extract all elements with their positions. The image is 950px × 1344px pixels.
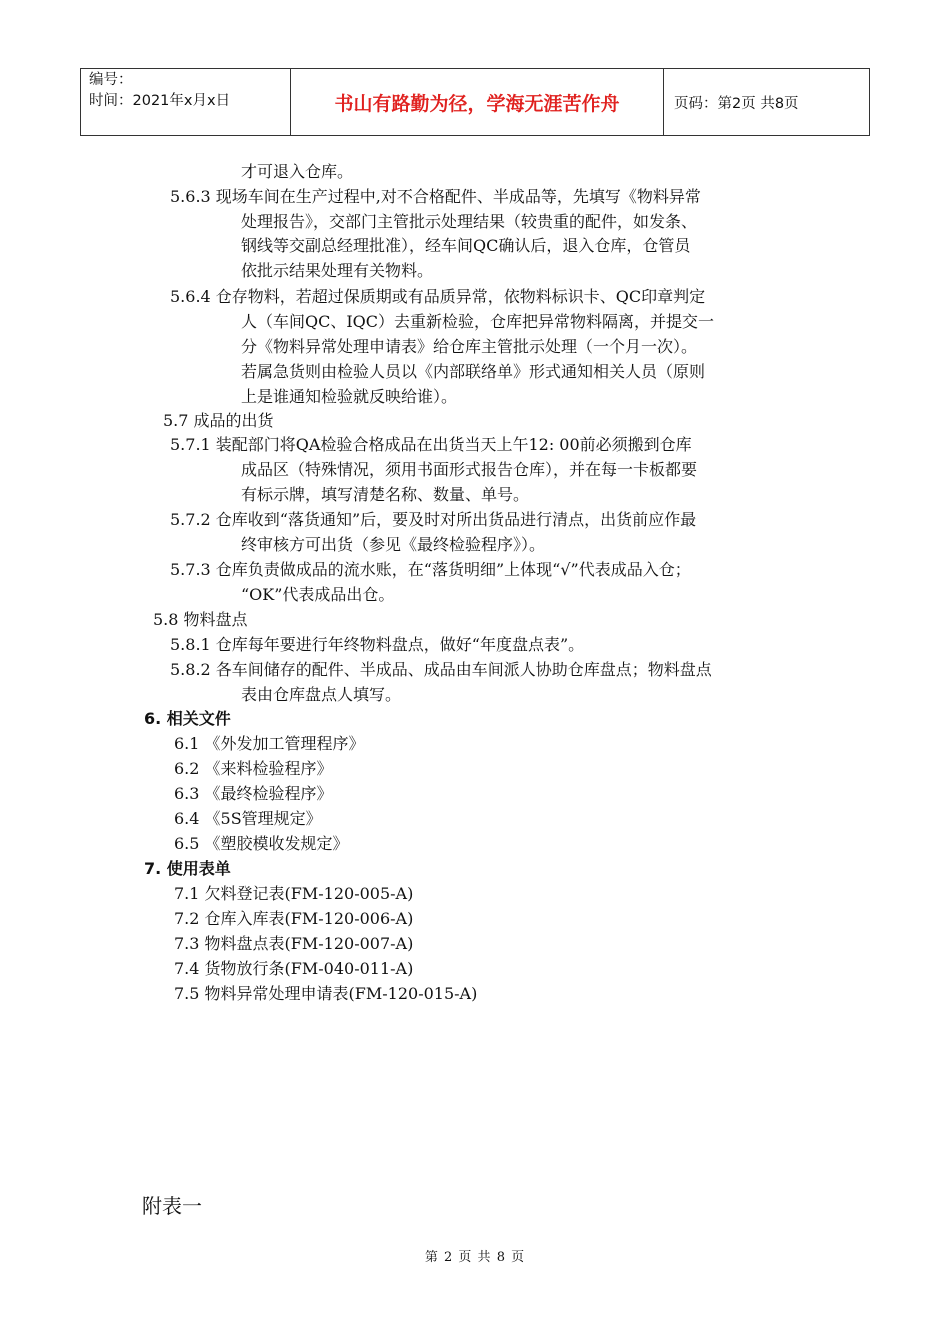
section-heading: 5.8 物料盘点: [153, 610, 248, 629]
body-line: 终审核方可出货（参见《最终检验程序》）。: [241, 535, 546, 554]
body-line: 分《物料异常处理申请表》给仓库主管批示处理（一个月一次）。: [241, 337, 698, 356]
body-line: “OK”代表成品出仓。: [241, 585, 395, 604]
doc-date: 时间：2021年x月x日: [89, 93, 231, 109]
body-line: 5.6.3 现场车间在生产过程中,对不合格配件、半成品等，先填写《物料异常: [170, 187, 701, 206]
page-footer: 第 2 页 共 8 页: [424, 1250, 526, 1265]
body-line: 5.8.2 各车间储存的配件、半成品、成品由车间派人协助仓库盘点；物料盘点: [170, 660, 712, 679]
list-item: 6.3 《最终检验程序》: [174, 784, 333, 803]
section-heading: 7. 使用表单: [144, 859, 231, 878]
section-heading: 6. 相关文件: [144, 709, 231, 728]
body-line: 才可退入仓库。: [241, 162, 354, 181]
list-item: 7.3 物料盘点表(FM-120-007-A): [174, 934, 414, 953]
body-line: 钢线等交副总经理批准），经车间QC确认后，退入仓库，仓管员: [241, 236, 691, 255]
list-item: 7.1 欠料登记表(FM-120-005-A): [174, 884, 414, 903]
attachment-label: 附表一: [142, 1194, 202, 1218]
header-motto: 书山有路勤为径，学海无涯苦作舟: [291, 69, 664, 136]
body-line: 5.8.1 仓库每年要进行年终物料盘点，做好“年度盘点表”。: [170, 635, 585, 654]
document-header: [80, 68, 870, 136]
list-item: 6.1 《外发加工管理程序》: [174, 734, 365, 753]
body-line: 5.7.1 装配部门将QA检验合格成品在出货当天上午12: 00前必须搬到仓库: [170, 435, 692, 454]
body-line: 处理报告》，交部门主管批示处理结果（较贵重的配件，如发条、: [241, 212, 698, 231]
header-info-cell: [81, 69, 291, 136]
list-item: 7.4 货物放行条(FM-040-011-A): [174, 959, 414, 978]
list-item: 6.2 《来料检验程序》: [174, 759, 333, 778]
body-line: 表由仓库盘点人填写。: [241, 685, 402, 704]
header-page-code: 页码：第2页 共8页: [664, 69, 870, 136]
body-line: 5.7.3 仓库负责做成品的流水账，在“落货明细”上体现“√”代表成品入仓；: [170, 560, 691, 579]
body-line: 若属急货则由检验人员以《内部联络单》形式通知相关人员（原则: [241, 362, 706, 381]
doc-number: 编号：: [89, 72, 133, 88]
body-line: 5.6.4 仓存物料，若超过保质期或有品质异常，依物料标识卡、QC印章判定: [170, 287, 706, 306]
list-item: 7.5 物料异常处理申请表(FM-120-015-A): [174, 984, 478, 1003]
body-line: 依批示结果处理有关物料。: [241, 261, 434, 280]
list-item: 7.2 仓库入库表(FM-120-006-A): [174, 909, 414, 928]
body-line: 人（车间QC、IQC）去重新检验，仓库把异常物料隔离，并提交一: [241, 312, 715, 331]
body-line: 5.7.2 仓库收到“落货通知”后，要及时对所出货品进行清点，出货前应作最: [170, 510, 697, 529]
section-heading: 5.7 成品的出货: [163, 411, 274, 430]
list-item: 6.5 《塑胶模收发规定》: [174, 834, 349, 853]
body-line: 有标示牌，填写清楚名称、数量、单号。: [241, 485, 530, 504]
body-line: 上是谁通知检验就反映给谁）。: [241, 387, 458, 406]
list-item: 6.4 《5S管理规定》: [174, 809, 322, 828]
body-line: 成品区（特殊情况，须用书面形式报告仓库），并在每一卡板都要: [241, 460, 698, 479]
